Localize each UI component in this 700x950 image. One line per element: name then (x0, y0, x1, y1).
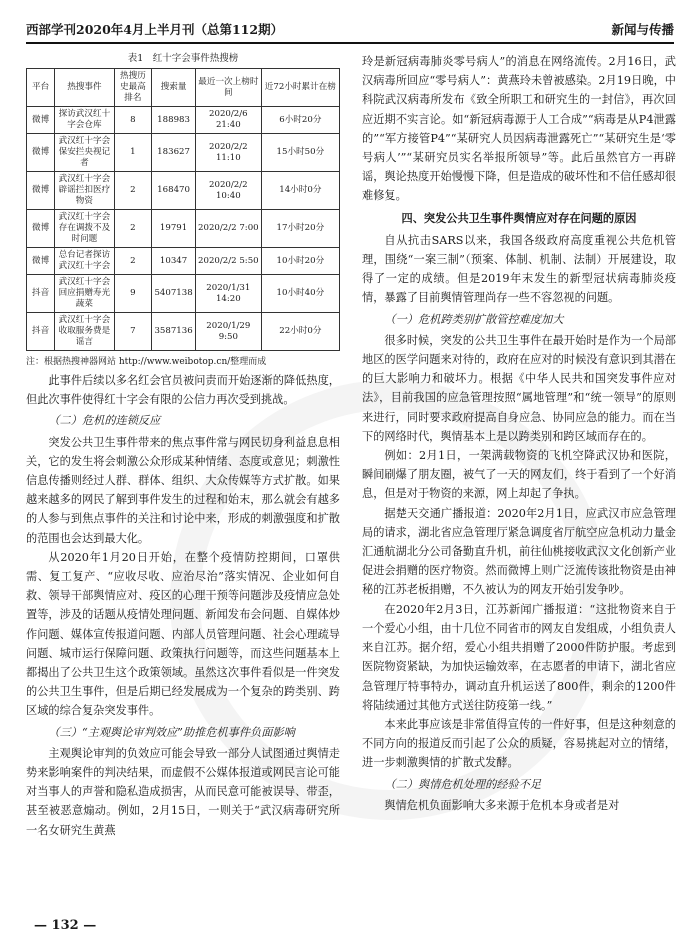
cell: 3587136 (152, 313, 196, 351)
cell: 2020/1/29 9:50 (195, 313, 261, 351)
cell: 14小时0分 (261, 172, 339, 210)
subheading: （二）危机的连锁反应 (48, 414, 161, 428)
table-row (27, 275, 340, 313)
cell: 微博 (27, 210, 55, 248)
cell: 武汉红十字会辟谣拦扣医疗物资 (55, 172, 114, 210)
cell: 9 (114, 275, 152, 313)
cell: 10小时20分 (261, 248, 339, 275)
table-note: 注：根据热搜神器网站 http://www.weibotop.cn/整理而成 (26, 357, 267, 367)
cell: 武汉红十字会存在调拨不及时问题 (55, 210, 114, 248)
cell: 武汉红十字会保安拦央视记者 (55, 134, 114, 172)
section-name: 新闻与传播 (611, 22, 674, 37)
th-rank: 热搜历史最高排名 (114, 69, 152, 107)
paragraph: 本来此事应该是非常值得宣传的一件好事，但是这种刻意的不同方向的报道反而引起了公众的质疑，容易挑起对立的情绪，进一步刺激舆情的扩散式发酵。 (362, 717, 676, 770)
paragraph: 据楚天交通广播报道：2020年2月1日，应武汉市应急管理局的请求，湖北省应急管理厅紧急调度省厅航空应急机动力量金汇通航湖北分公司备勤直升机，前往仙桃接收武汉文化创新产业促进会捐赠的医疗物资。然而微博上则广泛流传该批物资是由神秘的江苏老板捐赠，不久被认为的网友开始引发争吵。 (362, 506, 676, 597)
table-row (27, 313, 340, 351)
cell: 微博 (27, 248, 55, 275)
cell: 2020/2/2 5:50 (195, 248, 261, 275)
cell: 7 (114, 313, 152, 351)
cell: 2020/2/2 7:00 (195, 210, 261, 248)
paragraph: 从2020年1月20日开始，在整个疫情防控期间，口罩供需、复工复产、“应收尽收、应治尽治”落实情况、企业如何自救、领导干部舆情应对、疫区的心理干预等问题涉及疫情应急处置等，涉及的话题从疫情处理问题、新闻发布会问题、自媒体炒作问题、媒体宣传报道问题、内部人员管理问题、社会心理疏导问题、城市运行保障问题、政策执行问题等，而这些问题基本上都揭出了公共卫生这个政策领域。虽然这次事件看似是一件突发的公共卫生事件，但是后期已经发展成为一个复杂的跨类别、跨区域的综合复杂突发事件。 (26, 550, 340, 718)
th-time: 最近一次上榜时间 (195, 69, 261, 107)
table-row (27, 134, 340, 172)
th-platform: 平台 (27, 69, 55, 107)
hot-search-table (26, 68, 340, 351)
cell: 5407138 (152, 275, 196, 313)
cell: 探访武汉红十字会仓库 (55, 107, 114, 134)
table-row (27, 248, 340, 275)
paragraph: 玲是新冠病毒肺炎零号病人”的消息在网络流传。2月16日，武汉病毒所回应“零号病人”：黄燕玲未曾被感染。2月19日晚，中科院武汉病毒所发布《致全所职工和研究生的一封信》，再次回应近期不实言论。如“新冠病毒源于人工合成”“病毒是从P4泄露的”“军方接管P4”“某研究人员因病毒泄露死亡”“某研究生是‘零号病人’”“某研究员实名举报所领导”等。此后虽然官方一再辟谣，舆论热度开始慢慢下降，但是造成的破坏性和不信任感却很难修复。 (362, 55, 676, 203)
cell: 22小时0分 (261, 313, 339, 351)
cell: 总台记者探访武汉红十字会 (55, 248, 114, 275)
cell: 2 (114, 210, 152, 248)
section-heading: 四、突发公共卫生事件舆情应对存在问题的原因 (401, 210, 637, 225)
cell: 10小时40分 (261, 275, 339, 313)
cell: 15小时50分 (261, 134, 339, 172)
table-row (27, 172, 340, 210)
cell: 17小时20分 (261, 210, 339, 248)
subheading: （一）危机跨类别扩散管控难度加大 (384, 312, 564, 326)
cell: 抖音 (27, 275, 55, 313)
cell: 188983 (152, 107, 196, 134)
cell: 2020/1/31 14:20 (195, 275, 261, 313)
cell: 武汉红十字会回应捐赠寿光蔬菜 (55, 275, 114, 313)
th-event: 热搜事件 (55, 69, 114, 107)
table-caption: 表1 红十字会事件热搜榜 (127, 53, 239, 64)
cell: 168470 (152, 172, 196, 210)
cell: 2 (114, 172, 152, 210)
page-header (26, 14, 674, 44)
subheading: （三）“主观舆论审判效应”助推危机事件负面影响 (48, 725, 295, 739)
cell: 抖音 (27, 313, 55, 351)
cell: 2020/2/6 21:40 (195, 107, 261, 134)
paragraph: 在2020年2月3日，江苏新闻广播报道：“这批物资来自于一个爱心小组，由十几位不同省市的网友自发组成，小组负责人来自江苏。据介绍，爱心小组共捐赠了2000件防护服。考虑到医院物资紧缺，为加快运输效率，在志愿者的申请下，湖北省应急管理厅特事特办，调动直升机运送了800件，剩余的1200件将陆续通过其他方式送往防疫第一线。” (362, 602, 676, 712)
paragraph: 主观舆论审判的负效应可能会导致一部分人试图通过舆情走势来影响案件的判决结果，而虚假不公媒体报道或网民言论可能对当事人的声誉和隐私造成损害，从而民意可能被误导、带歪，甚至被恶意煽动。例如，2月15日，一则关于“武汉病毒研究所一名女研究生黄燕 (26, 746, 340, 837)
cell: 1 (114, 134, 152, 172)
cell: 2 (114, 248, 152, 275)
cell: 183627 (152, 134, 196, 172)
paragraph: 自从抗击SARS以来，我国各级政府高度重视公共危机管理，围绕“一案三制”（预案、体制、机制、法制）开展建设，取得了一定的成绩。但是2019年末发生的新型冠状病毒肺炎疫情，暴露了目前舆情管理尚存一些不容忽视的问题。 (362, 233, 676, 305)
th-volume: 搜索量 (152, 69, 196, 107)
journal-name: 西部学刊2020年4月上半月刊（总第112期） (26, 22, 284, 37)
cell: 2020/2/2 11:10 (195, 134, 261, 172)
th-duration: 近72小时累计在榜 (261, 69, 339, 107)
page-number: — 132 — (34, 918, 97, 933)
cell: 微博 (27, 107, 55, 134)
cell: 2020/2/2 10:40 (195, 172, 261, 210)
subheading: （二）舆情危机处理的经验不足 (384, 777, 542, 791)
table-row (27, 210, 340, 248)
cell: 武汉红十字会收取服务费是谣言 (55, 313, 114, 351)
paragraph: 此事件后续以多名红会官员被问责而开始逐渐的降低热度，但此次事件使得红十字会有限的公信力再次受到挑战。 (26, 374, 340, 407)
cell: 微博 (27, 134, 55, 172)
left-column (26, 52, 340, 840)
paragraph: 舆情危机负面影响大多来源于危机本身或者是对 (384, 798, 620, 812)
paragraph: 很多时候，突发的公共卫生事件在最开始时是作为一个局部地区的医学问题来对待的，政府在应对的时候没有意识到其潜在的巨大影响力和破坏力。根据《中华人民共和国突发事件应对法》，目前我国的应急管理按照“属地管理”和“统一领导”的原则来进行，同时要求政府提高自身应急、协同应急的能力。而在当下的网络时代，舆情基本上是以跨类别和跨区域而存在的。 (362, 333, 676, 443)
right-column (362, 52, 676, 815)
cell: 6小时20分 (261, 107, 339, 134)
table-header-row (27, 69, 340, 107)
paragraph: 突发公共卫生事件带来的焦点事件常与网民切身利益息息相关，它的发生将会刺激公众形成某种情绪、态度或意见；刺激性信息传播则经过人群、群体、组织、大众传媒等方式扩散。如果越来越多的网民了解到事件发生的过程和始末，那么就会有越多的人参与到焦点事件的关注和讨论中来，形成的刺激强度和扩散的范围也会达到最大化。 (26, 435, 340, 545)
cell: 8 (114, 107, 152, 134)
cell: 10347 (152, 248, 196, 275)
cell: 19791 (152, 210, 196, 248)
cell: 微博 (27, 172, 55, 210)
paragraph: 例如：2月1日，一架满载物资的飞机空降武汉协和医院，瞬间刷爆了朋友圈，被气了一天的网友们，终于看到了一个好消息，但是对于物资的来源，网上却起了争执。 (362, 449, 676, 501)
table-row (27, 107, 340, 134)
